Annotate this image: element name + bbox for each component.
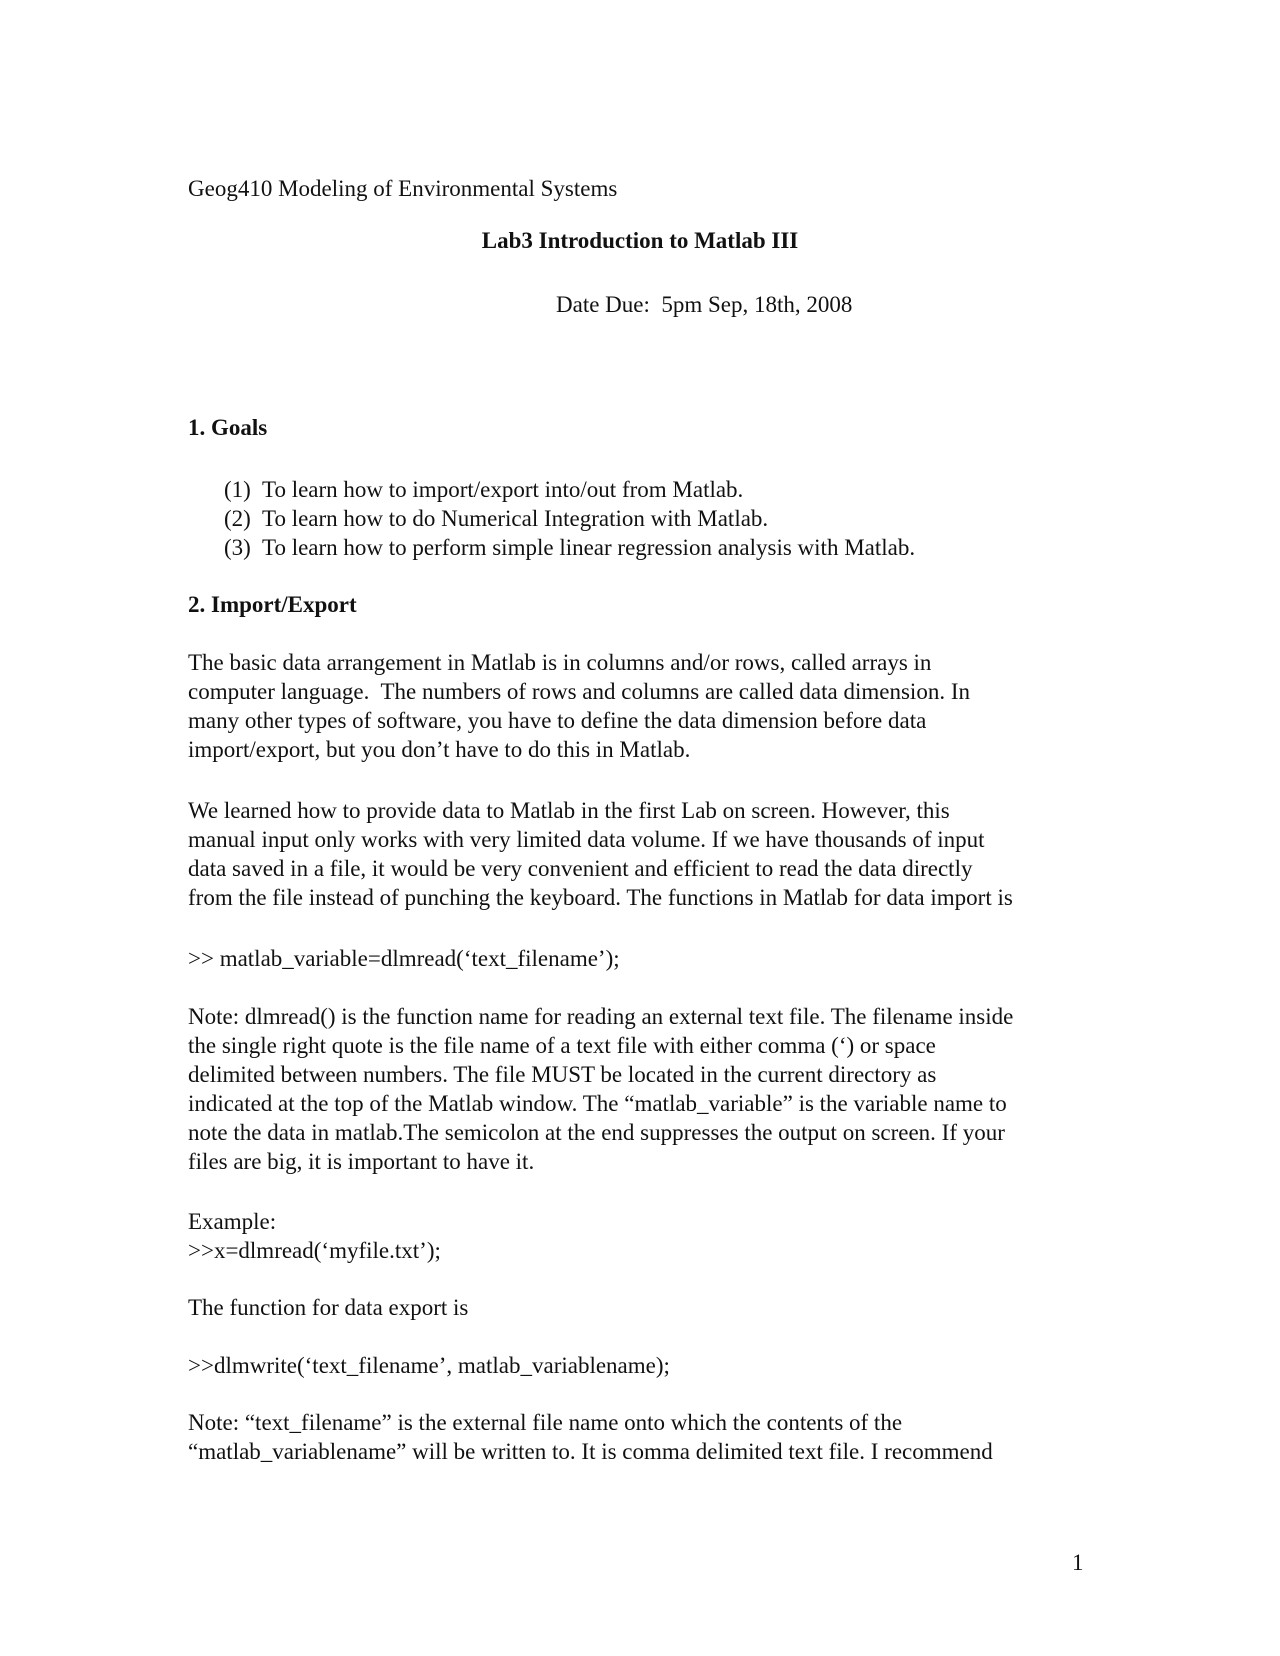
paragraph-line: computer language. The numbers of rows and columns are called data dimension. In [188,679,970,704]
due-date: Date Due: 5pm Sep, 18th, 2008 [556,292,853,317]
course-title: Geog410 Modeling of Environmental Systems [188,176,618,201]
section-import-export-heading: 2. Import/Export [188,592,357,617]
section-goals-heading: 1. Goals [188,415,268,440]
goal-text: To learn how to do Numerical Integration with Matlab. [262,506,769,531]
goal-item [224,475,915,504]
paragraph-data-arrangement [188,648,1108,764]
goal-number: (2) [224,506,251,531]
paragraph-line: the single right quote is the file name of a text file with either comma (‘) or space [188,1033,936,1058]
export-intro: The function for data export is [188,1295,469,1320]
paragraph-line: manual input only works with very limited data volume. If we have thousands of input [188,827,985,852]
example-code: >>x=dlmread(‘myfile.txt’); [188,1238,441,1263]
lab-title: Lab3 Introduction to Matlab III [481,228,799,253]
paragraph-line: Note: “text_filename” is the external file name onto which the contents of the [188,1410,903,1435]
goal-text: To learn how to perform simple linear regression analysis with Matlab. [262,535,916,560]
paragraph-line: The basic data arrangement in Matlab is in columns and/or rows, called arrays in [188,650,932,675]
goal-item [224,504,915,533]
code-dlmread: >> matlab_variable=dlmread(‘text_filename’); [188,946,620,971]
paragraph-line: data saved in a file, it would be very convenient and efficient to read the data directly [188,856,973,881]
paragraph-dlmwrite-note [188,1408,1108,1466]
paragraph-line: note the data in matlab.The semicolon at the end suppresses the output on screen. If your [188,1120,1005,1145]
paragraph-line: indicated at the top of the Matlab window. The “matlab_variable” is the variable name to [188,1091,1007,1116]
paragraph-line: delimited between numbers. The file MUST be located in the current directory as [188,1062,937,1087]
goal-number: (3) [224,535,251,560]
goal-item [224,533,915,562]
paragraph-line: “matlab_variablename” will be written to. It is comma delimited text file. I recommend [188,1439,993,1464]
paragraph-line: from the file instead of punching the keyboard. The functions in Matlab for data import is [188,885,1013,910]
code-dlmwrite: >>dlmwrite(‘text_filename’, matlab_variablename); [188,1353,670,1378]
goals-list [224,475,915,562]
paragraph-line: Note: dlmread() is the function name for reading an external text file. The filename inside [188,1004,1014,1029]
paragraph-dlmread-note [188,1002,1108,1176]
goal-number: (1) [224,477,251,502]
goal-text: To learn how to import/export into/out from Matlab. [262,477,744,502]
page-number: 1 [1072,1550,1084,1575]
example-label: Example: [188,1209,277,1234]
paragraph-data-input [188,796,1108,912]
paragraph-line: many other types of software, you have to define the data dimension before data [188,708,927,733]
paragraph-line: We learned how to provide data to Matlab in the first Lab on screen. However, this [188,798,950,823]
paragraph-line: import/export, but you don’t have to do this in Matlab. [188,737,691,762]
paragraph-line: files are big, it is important to have it. [188,1149,535,1174]
